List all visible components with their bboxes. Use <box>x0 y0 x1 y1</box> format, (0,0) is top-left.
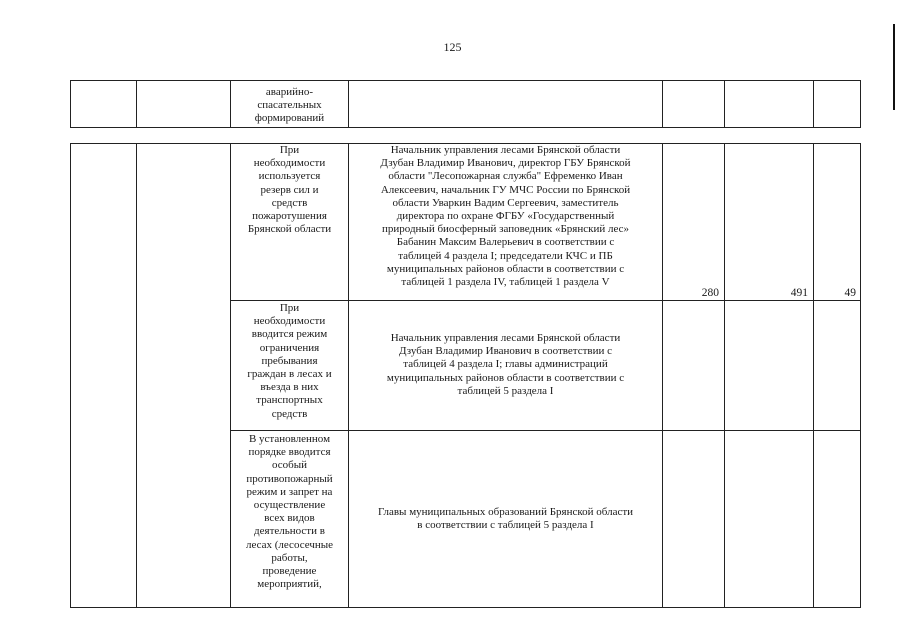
responsible-line: Главы муниципальных образований Брянской области <box>377 506 634 518</box>
condition-line: проведение <box>262 565 317 578</box>
condition-line: противопожарный <box>246 472 333 485</box>
condition-line: вводится режим <box>251 328 328 341</box>
value-cell-3: 49 <box>844 287 856 299</box>
condition-line: деятельности в <box>254 525 325 538</box>
condition-line: въезда в них <box>260 381 319 394</box>
condition-line: используется <box>258 170 321 183</box>
responsible-line: Начальник управления лесами Брянской области <box>390 144 621 156</box>
responsible-line: Алексеевич, начальник ГУ МЧС России по Брянской <box>380 183 631 196</box>
condition-line: всех видов <box>264 512 315 525</box>
condition-line: лесах (лесосечные <box>245 538 334 551</box>
condition-line: В установленном <box>248 433 331 445</box>
condition-line: спасательных <box>257 99 322 112</box>
condition-line: осуществление <box>253 499 326 512</box>
responsible-line: области "Лесопожарная служба" Ефременко Иван <box>388 170 623 183</box>
condition-line: резерв сил и <box>260 183 319 196</box>
condition-cell <box>231 302 348 421</box>
condition-line: средств <box>271 407 308 420</box>
responsible-line: директора по охране ФГБУ «Государственный <box>396 210 615 223</box>
condition-line: пожаротушения <box>252 210 327 223</box>
responsible-line: в соответствии с таблицей 5 раздела I <box>417 519 594 532</box>
responsible-line: Дзубан Владимир Иванович, директор ГБУ Брянской <box>380 157 631 170</box>
responsible-line: области Уваркин Вадим Сергеевич, заместитель <box>392 196 619 209</box>
condition-line: особый <box>271 459 308 472</box>
condition-line: необходимости <box>253 157 326 170</box>
condition-line: аварийно- <box>265 86 314 98</box>
responsible-line: природный биосферный заповедник «Брянский лес» <box>381 223 629 236</box>
margin-mark <box>893 24 895 110</box>
responsible-cell <box>349 506 662 532</box>
condition-line: ограничения <box>259 341 320 354</box>
value-cell-1: 280 <box>701 287 719 299</box>
condition-line: Брянской области <box>247 223 332 236</box>
condition-line: формирований <box>254 112 325 125</box>
condition-line: средств <box>271 196 308 209</box>
responsible-line: Бабанин Максим Валерьевич в соответствии с <box>396 236 615 249</box>
condition-cell <box>231 144 348 236</box>
responsible-cell <box>349 144 662 289</box>
condition-line: При <box>279 144 300 156</box>
responsible-line: Дзубан Владимир Иванович в соответствии с <box>398 345 612 358</box>
responsible-cell <box>349 332 662 398</box>
condition-line: граждан в лесах и <box>247 368 332 381</box>
responsible-line: муниципальных районов области в соответствии с <box>386 262 625 275</box>
condition-line: порядке вводится <box>248 446 331 459</box>
page-number: 125 <box>443 40 462 54</box>
responsible-line: таблицей 4 раздела I; главы администраций <box>403 358 608 371</box>
condition-line: работы, <box>271 551 308 564</box>
responsible-line: муниципальных районов области в соответствии с <box>386 371 625 384</box>
responsible-line: таблицей 4 раздела I; председатели КЧС и ПБ <box>398 249 613 262</box>
value-cell-2: 491 <box>790 287 808 299</box>
condition-line: режим и запрет на <box>246 485 333 498</box>
condition-cell <box>231 86 348 126</box>
condition-line: При <box>279 302 300 314</box>
responsible-line: таблицей 5 раздела I <box>457 384 554 397</box>
responsible-line: таблицей 1 раздела IV, таблицей 1 раздела V <box>401 276 610 289</box>
condition-cell <box>231 433 348 591</box>
condition-line: пребывания <box>261 354 318 367</box>
condition-line: необходимости <box>253 315 326 328</box>
condition-line: мероприятий, <box>257 578 322 591</box>
responsible-line: Начальник управления лесами Брянской области <box>390 332 621 344</box>
condition-line: транспортных <box>256 394 323 407</box>
